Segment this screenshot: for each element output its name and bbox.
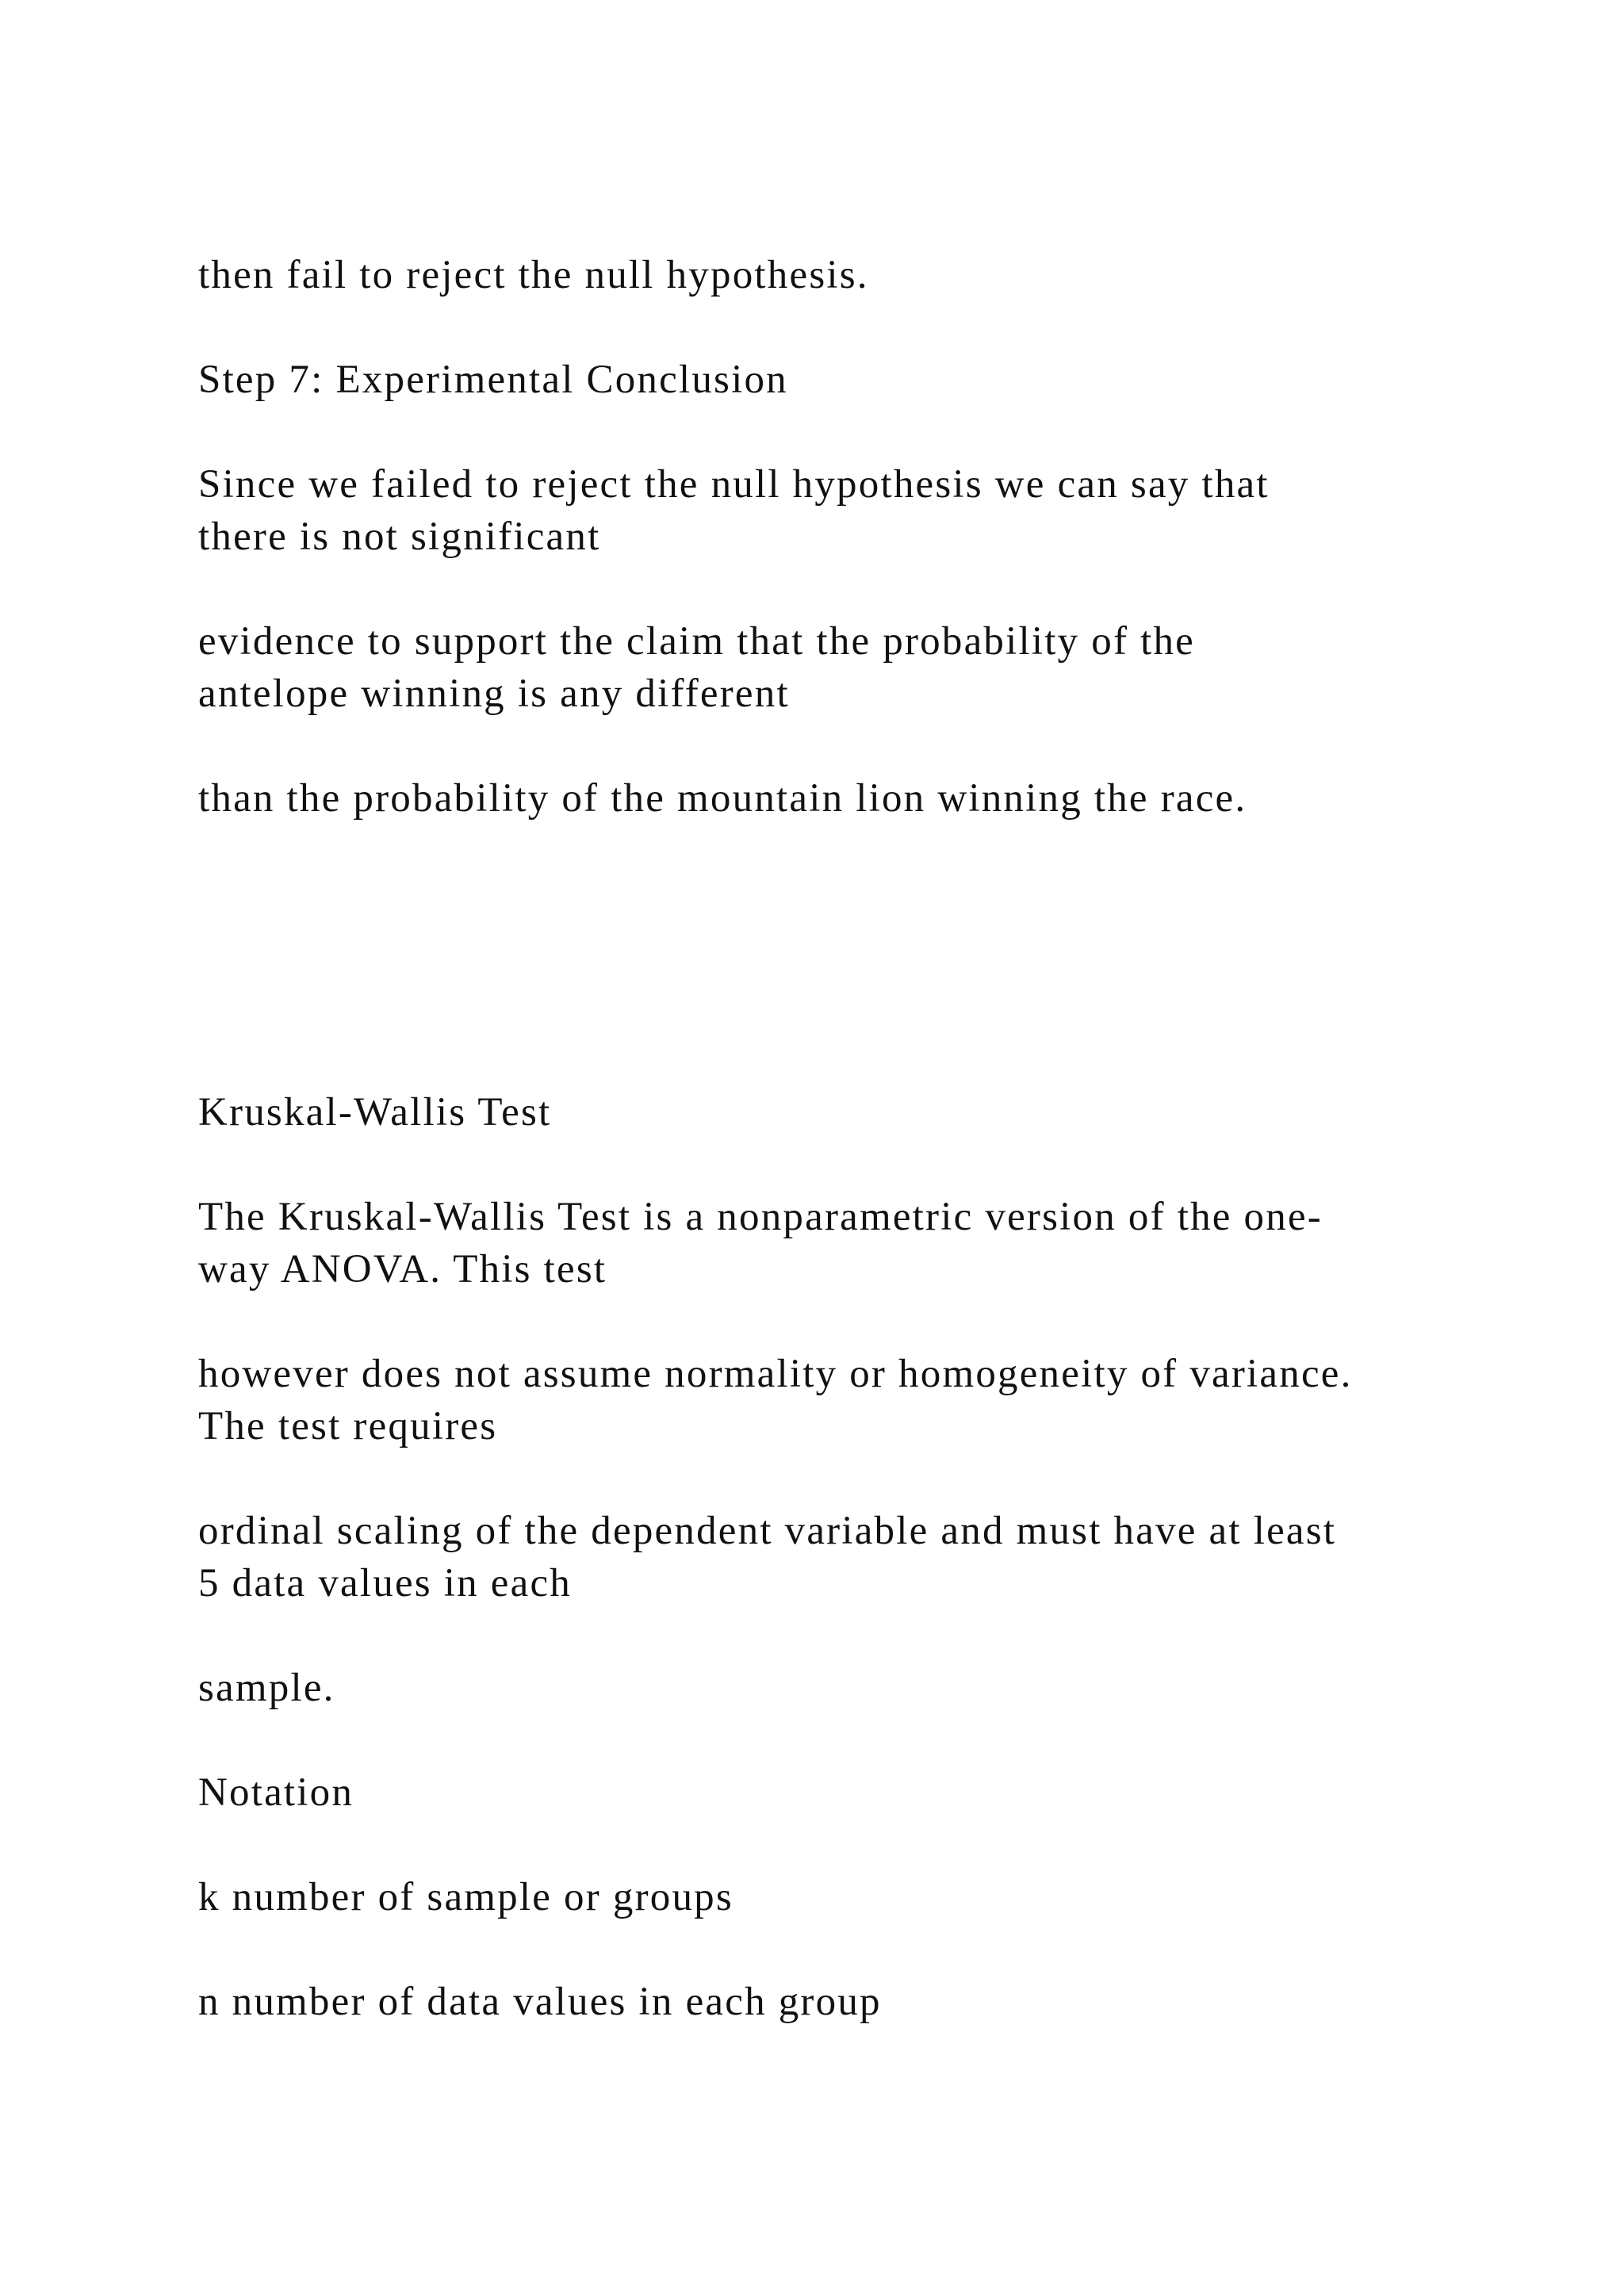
paragraph-conclusion-3 — [198, 772, 1507, 825]
text-line: Step 7: Experimental Conclusion — [198, 358, 788, 402]
paragraph-kruskal-assumptions — [198, 1348, 1507, 1452]
paragraph-conclusion-1 — [198, 458, 1507, 563]
text-line: 5 data values in each — [198, 1561, 573, 1605]
text-line: Kruskal-Wallis Test — [198, 1090, 552, 1135]
text-line: evidence to support the claim that the probability of the — [198, 619, 1195, 664]
paragraph-step-7-heading — [198, 354, 1507, 406]
text-line: n number of data values in each group — [198, 1980, 882, 2024]
text-line: way ANOVA. This test — [198, 1247, 607, 1292]
text-line: then fail to reject the null hypothesis. — [198, 253, 869, 297]
text-line: than the probability of the mountain lion winning the race. — [198, 776, 1247, 821]
text-line: The test requires — [198, 1404, 498, 1448]
paragraph-kruskal-intro — [198, 1191, 1507, 1295]
text-line: Notation — [198, 1770, 354, 1815]
text-line: The Kruskal-Wallis Test is a nonparametric version of the one- — [198, 1195, 1323, 1239]
paragraph-sample — [198, 1662, 1507, 1714]
paragraph-kruskal-requirements — [198, 1505, 1507, 1609]
text-line: sample. — [198, 1666, 335, 1710]
paragraph-conclusion-2 — [198, 615, 1507, 720]
text-line: Since we failed to reject the null hypothesis we can say that — [198, 462, 1270, 507]
paragraph-fail-to-reject — [198, 249, 1507, 301]
notation-k — [198, 1871, 1507, 1923]
text-line: ordinal scaling of the dependent variable and must have at least — [198, 1509, 1337, 1553]
text-line: there is not significant — [198, 515, 601, 559]
text-line: antelope winning is any different — [198, 672, 790, 716]
section-heading-kruskal-wallis — [198, 1086, 1507, 1138]
text-line: k number of sample or groups — [198, 1875, 733, 1919]
notation-n — [198, 1976, 1507, 2028]
text-line: however does not assume normality or homogeneity of variance. — [198, 1352, 1353, 1396]
notation-heading — [198, 1766, 1507, 1819]
